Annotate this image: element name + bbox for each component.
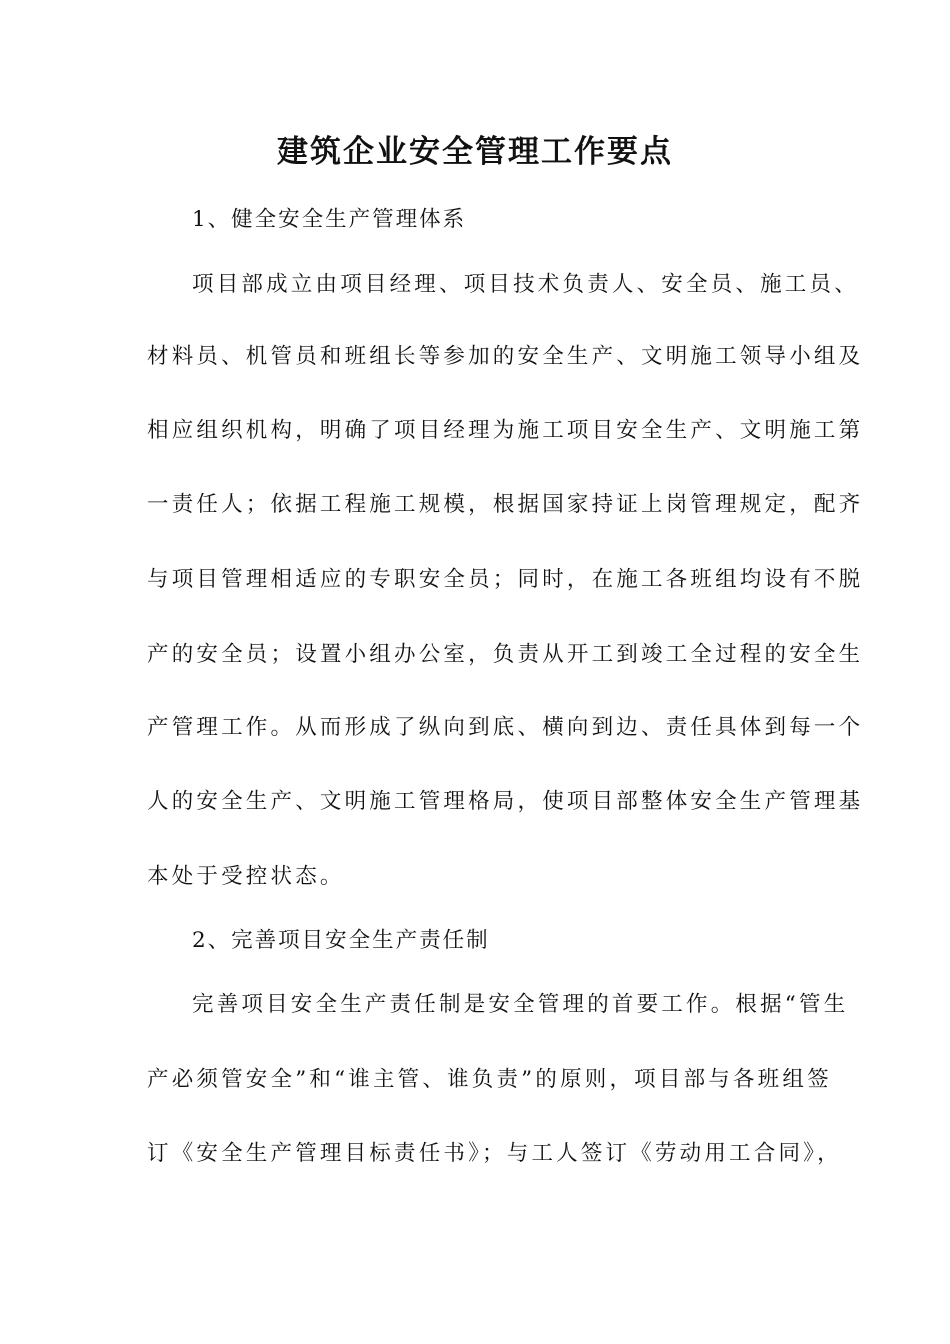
paragraph-line: 产管理工作。从而形成了纵向到底、横向到边、责任具体到每一个: [147, 715, 864, 740]
paragraph-line: 本处于受控状态。: [147, 864, 345, 889]
paragraph-line: 人的安全生产、文明施工管理格局，使项目部整体安全生产管理基: [147, 789, 864, 814]
document-title: 建筑企业安全管理工作要点: [277, 134, 673, 170]
paragraph-line: 项目部成立由项目经理、项目技术负责人、安全员、施工员、: [192, 272, 859, 297]
paragraph-line: 产必须管安全”和“谁主管、谁负责”的原则，项目部与各班组签: [147, 1067, 832, 1092]
section-1-heading: 1、健全安全生产管理体系: [192, 207, 467, 232]
paragraph-line: 材料员、机管员和班组长等参加的安全生产、文明施工领导小组及: [147, 344, 864, 369]
paragraph-line: 相应组织机构，明确了项目经理为施工项目安全生产、文明施工第: [147, 418, 864, 443]
paragraph-line: 一责任人；依据工程施工规模，根据国家持证上岗管理规定，配齐: [147, 492, 864, 517]
paragraph-line: 与项目管理相适应的专职安全员；同时，在施工各班组均设有不脱: [147, 567, 864, 592]
paragraph-line: 产的安全员；设置小组办公室，负责从开工到竣工全过程的安全生: [147, 642, 864, 667]
section-2-heading: 2、完善项目安全生产责任制: [192, 928, 490, 953]
paragraph-line: 订《安全生产管理目标责任书》；与工人签订《劳动用工合同》，: [147, 1141, 842, 1166]
paragraph-line: 完善项目安全生产责任制是安全管理的首要工作。根据“管生: [192, 992, 849, 1017]
